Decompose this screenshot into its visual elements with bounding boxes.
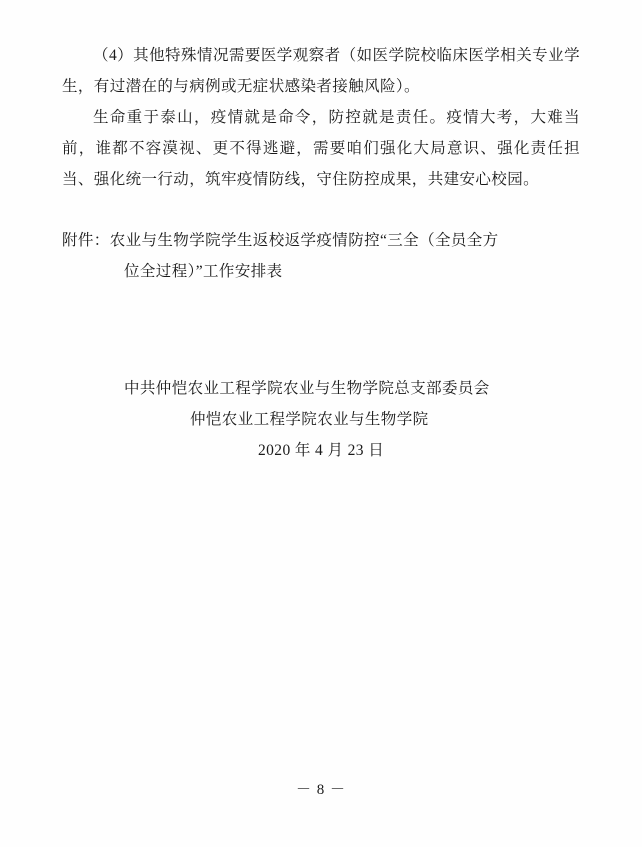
- paragraph-item-4: （4）其他特殊情况需要医学观察者（如医学院校临床医学相关专业学生，有过潜在的与病例或无症状感染者接触风险）。: [62, 47, 580, 95]
- attachment-title-line2: 位全过程）”工作安排表: [124, 263, 283, 280]
- paragraph-closing-statement: 生命重于泰山，疫情就是命令，防控就是责任。疫情大考，大难当前，谁都不容漠视、更不得逃避，需要咱们强化大局意识、强化责任担当、强化统一行动，筑牢疫情防线，守住防控成果，共建安心校园。: [62, 109, 580, 188]
- signature-organization-college: 仲恺农业工程学院农业与生物学院: [190, 411, 429, 428]
- attachment-block: [62, 225, 580, 287]
- document-body: [62, 40, 580, 195]
- spacer-before-signature: [62, 287, 580, 343]
- signature-block: [62, 373, 580, 466]
- page-number: － 8 －: [295, 782, 346, 798]
- signature-organization-party: 中共仲恺农业工程学院农业与生物学院总支部委员会: [124, 380, 490, 397]
- attachment-label: 附件：: [62, 232, 110, 249]
- page-footer: [0, 778, 642, 799]
- spacer-before-signature-2: [62, 343, 580, 373]
- signature-date: 2020 年 4 月 23 日: [258, 442, 385, 459]
- spacer-before-attachment: [62, 195, 580, 225]
- attachment-title-line1: 农业与生物学院学生返校返学疫情防控“三全（全员全方: [109, 232, 499, 249]
